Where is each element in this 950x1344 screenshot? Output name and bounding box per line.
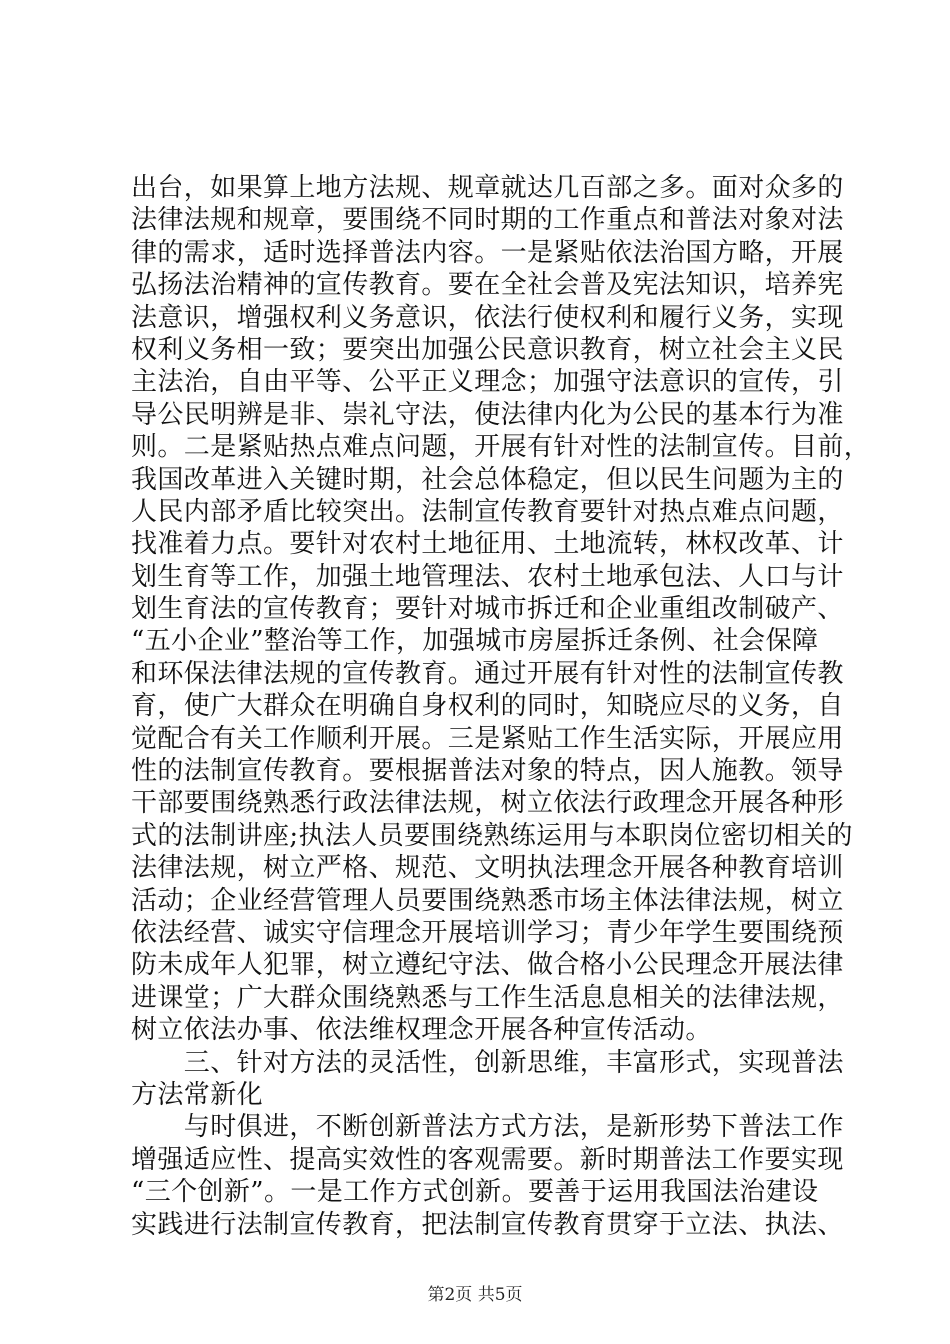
text-line: 防未成年人犯罪，树立遵纪守法、做合格小公民理念开展法律 xyxy=(131,950,844,981)
text-line: 法律法规，树立严格、规范、文明执法理念开展各种教育培训 xyxy=(131,853,844,884)
text-line: 我国改革进入关键时期，社会总体稳定，但以民生问题为主的 xyxy=(131,464,844,495)
text-line: 出台，如果算上地方法规、规章就达几百部之多。面对众多的 xyxy=(131,173,844,203)
text-line: 法意识，增强权利义务意识，依法行使权利和履行义务，实现 xyxy=(131,302,844,333)
text-line: 实践进行法制宣传教育，把法制宣传教育贯穿于立法、执法、 xyxy=(131,1209,844,1240)
body-text xyxy=(131,172,871,1241)
text-line: 法律法规和规章，要围绕不同时期的工作重点和普法对象对法 xyxy=(131,205,844,236)
text-line: 主法治，自由平等、公平正义理念；加强守法意识的宣传，引 xyxy=(131,367,844,398)
text-line: “五小企业”整治等工作，加强城市房屋拆迁条例、社会保障 xyxy=(131,626,819,657)
text-line: 和环保法律法规的宣传教育。通过开展有针对性的法制宣传教 xyxy=(131,658,844,689)
text-line: 导公民明辨是非、崇礼守法，使法律内化为公民的基本行为准 xyxy=(131,399,844,430)
text-line: 划生育法的宣传教育；要针对城市拆迁和企业重组改制破产、 xyxy=(131,594,844,625)
text-line: 式的法制讲座;执法人员要围绕熟练运用与本职岗位密切相关的 xyxy=(131,820,853,851)
text-line: 育，使广大群众在明确自身权利的同时，知晓应尽的义务，自 xyxy=(131,691,844,722)
text-line: 增强适应性、提高实效性的客观需要。新时期普法工作要实现 xyxy=(131,1144,844,1175)
text-line: 活动；企业经营管理人员要围绕熟悉市场主体法律法规，树立 xyxy=(131,885,844,916)
text-line: 觉配合有关工作顺利开展。三是紧贴工作生活实际，开展应用 xyxy=(131,723,844,754)
text-line: 人民内部矛盾比较突出。法制宣传教育要针对热点难点问题， xyxy=(131,496,844,527)
text-line: 方法常新化 xyxy=(131,1079,264,1110)
text-line: 三、针对方法的灵活性，创新思维，丰富形式，实现普法 xyxy=(131,1047,844,1078)
text-line: 找准着力点。要针对农村土地征用、土地流转，林权改革、计 xyxy=(131,529,844,560)
text-line: 律的需求，适时选择普法内容。一是紧贴依法治国方略，开展 xyxy=(131,237,844,268)
text-line: 依法经营、诚实守信理念开展培训学习；青少年学生要围绕预 xyxy=(131,917,844,948)
text-line: 弘扬法治精神的宣传教育。要在全社会普及宪法知识，培养宪 xyxy=(131,270,844,301)
text-line: “三个创新”。一是工作方式创新。要善于运用我国法治建设 xyxy=(131,1177,819,1208)
text-line: 进课堂；广大群众围绕熟悉与工作生活息息相关的法律法规， xyxy=(131,982,844,1013)
page-number-footer: 第2页 共5页 xyxy=(427,1285,523,1305)
text-line: 干部要围绕熟悉行政法律法规，树立依法行政理念开展各种形 xyxy=(131,788,844,819)
text-line: 与时俱进，不断创新普法方式方法，是新形势下普法工作 xyxy=(131,1112,844,1143)
text-line: 性的法制宣传教育。要根据普法对象的特点，因人施教。领导 xyxy=(131,756,844,787)
text-line: 划生育等工作，加强土地管理法、农村土地承包法、人口与计 xyxy=(131,561,844,592)
text-line: 则。二是紧贴热点难点问题，开展有针对性的法制宣传。目前， xyxy=(131,432,871,463)
text-line: 权利义务相一致；要突出加强公民意识教育，树立社会主义民 xyxy=(131,334,844,365)
text-line: 树立依法办事、依法维权理念开展各种宣传活动。 xyxy=(131,1015,712,1046)
